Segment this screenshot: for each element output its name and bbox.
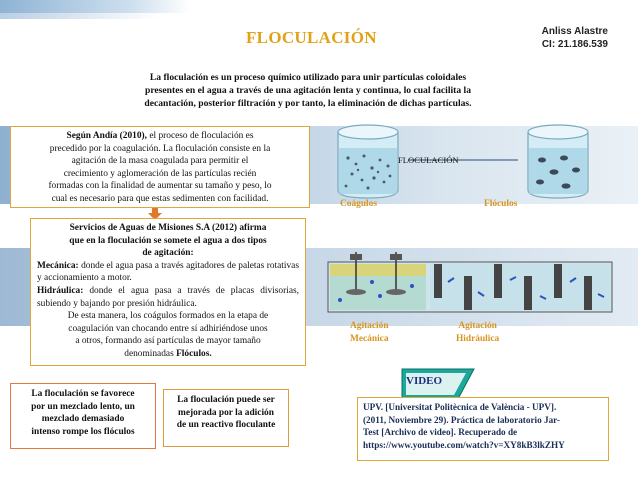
intro-paragraph [112, 71, 504, 110]
author-block [542, 25, 608, 51]
hidraulica-label: Hidráulica: [37, 285, 84, 296]
agitacion-mecanica-label [350, 320, 389, 346]
misiones-line: coagulación van chocando entre sí adhiriéndose unos [68, 323, 268, 334]
note-line: por un mezclado lento, un [31, 401, 135, 412]
author-ci: CI: 21.186.539 [541, 39, 608, 50]
misiones-line: que en la floculación se somete el agua a dos tipos [69, 235, 267, 246]
misiones-box [30, 218, 306, 366]
floculos-beaker [528, 125, 588, 198]
agitation-tanks-diagram [326, 252, 614, 316]
note-line: intenso rompe los flóculos [31, 426, 135, 437]
andia-line: formadas con la finalidad de aumentar su tamaño y peso, lo [48, 181, 272, 192]
andia-line: precedido por la coagulación. La floculación consiste en la [49, 143, 271, 154]
mecanica-text: donde el agua pasa a través agitadores de paletas rotativas y accionamiento a motor. [37, 260, 299, 284]
andia-line1: el proceso de floculación es [147, 131, 254, 141]
floculos-label: Flóculos [484, 199, 518, 209]
mechanical-agitation-section [330, 252, 426, 310]
intro-line: presentes en el agua a través de una agitación lenta y continua, lo cual facilita la [145, 85, 471, 96]
andia-line [15, 130, 305, 143]
agitacion-hidraulica-label [456, 320, 499, 346]
misiones-line [37, 348, 299, 361]
ref-line: UPV. [Universitat Politècnica de València - UPV]. [363, 402, 557, 412]
label-line: Agitación [458, 321, 497, 331]
mecanica-label: Mecánica: [37, 260, 79, 271]
ref-line: Test [Archivo de video]. Recuperado de [363, 427, 518, 438]
misiones-line7-pre: denominadas [124, 348, 177, 359]
page-title: FLOCULACIÓN [246, 28, 377, 47]
andia-line: crecimiento y aglomeración de las partículas recién [63, 168, 257, 179]
coagulos-beaker [338, 125, 398, 198]
misiones-line: a otros, formando así partículas de mayor tamaño [75, 336, 261, 347]
video-label: VIDEO [406, 375, 443, 387]
video-link[interactable]: https://www.youtube.com/watch?v=XY8kB3lkZHY [363, 439, 565, 450]
andia-line: agitación de la masa coagulada para permitir el [71, 156, 249, 167]
andia-cite: Según Andía (2010), [66, 131, 148, 141]
mecanica-item [37, 260, 299, 285]
label-line: Hidráulica [456, 334, 500, 344]
hidraulica-item [37, 285, 299, 310]
author-name: Anliss Alastre [541, 26, 608, 37]
label-line: Mecánica [350, 334, 389, 344]
ref-line: (2011, Noviembre 29). Práctica de laboratorio Jar- [363, 414, 560, 425]
note-line: La floculación se favorece [31, 389, 135, 399]
note-reactivo [163, 389, 289, 447]
label-line: Agitación [350, 321, 389, 331]
note-line: de un reactivo floculante [176, 420, 276, 430]
note-line: La floculación puede ser [177, 395, 275, 405]
note-mezclado [10, 383, 156, 449]
video-reference [357, 397, 609, 461]
note-line: mezclado demasiado [41, 414, 125, 424]
decorative-stripe [0, 0, 190, 13]
hidraulica-text: donde el agua pasa a través de placas divisorias, subiendo y bajando por presión hidráulica. [37, 285, 299, 309]
misiones-line: Servicios de Aguas de Misiones S.A (2012) afirma [69, 223, 267, 233]
floculacion-label: FLOCULACIÓN [398, 155, 459, 165]
misiones-line: De esta manera, los coágulos formados en la etapa de [67, 311, 269, 322]
andia-box [10, 126, 310, 208]
coagulos-label: Coágulos [340, 199, 377, 209]
decorative-stripe [0, 13, 160, 19]
hydraulic-agitation-section [430, 264, 610, 310]
intro-line: La floculación es un proceso químico utilizado para unir partículas coloidales [149, 72, 467, 83]
misiones-line: de agitación: [142, 248, 194, 259]
beakers-diagram [328, 110, 628, 208]
intro-line: decantación, posterior filtración y por tanto, la eliminación de dichas partículas. [144, 98, 472, 109]
floculos-term: Flóculos. [176, 348, 212, 359]
note-line: mejorada por la adición [178, 407, 274, 418]
andia-line: cual es necesario para que estas sedimenten con facilidad. [51, 193, 269, 204]
